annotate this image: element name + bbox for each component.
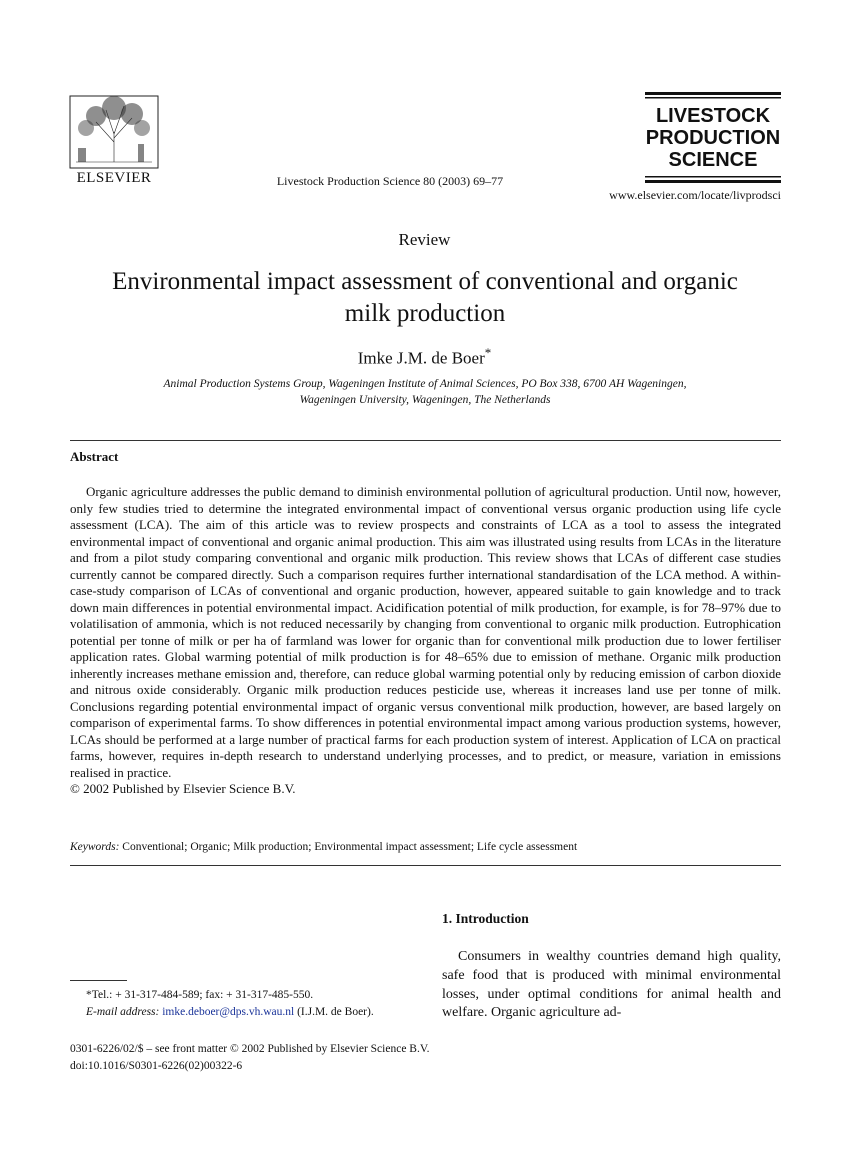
article-type: Review: [398, 230, 451, 249]
journal-logo: [645, 92, 781, 184]
abstract-body: [70, 484, 781, 798]
article-title-line-1: Environmental impact assessment of conventional and organic: [112, 268, 738, 295]
abstract-text: Organic agriculture addresses the public demand to diminish environmental pollution of agricultural production. Until now, however, only few studies tried to determine the integrated environmental impact of conventional versus organic production using life cycle assessment (LCA). The aim of this article was to review prospects and constraints of LCA as a tool to assess the integrated environmental impact of conventional and organic animal production. This aim was illustrated using results from LCAs in the literature and from a pilot study comparing conventional and organic milk production. This review shows that LCAs of different case studies currently cannot be compared directly. Such a comparison requires further international standardisation of the LCA method. A within-case-study comparison of LCAs of conventional and organic production, however, appeared suitable to gain knowledge and to track down main differences in potential environmental impact. Acidification potential of milk production, for example, is for 78–97% due to volatilisation of ammonia, which is not reduced necessarily by changing from conventional to organic milk production. Eutrophication potential per tonne of milk or per ha of farmland was lower for organic than for conventional milk production due to lower fertiliser application rates. Global warming potential of milk production is for 48–65% due to emission of methane. Organic milk production inherently increases methane emission and, therefore, can reduce global warming potential only by reducing emission of carbon dioxide and nitrous oxide considerably. Organic milk production reduces pesticide use, whereas it increases land use per tonne of milk. Conclusions regarding potential environmental impact of organic versus conventional milk production, however, are based largely on comparison of experimental farms. To show differences in potential environmental impact among various production systems, however, LCAs should be performed at a large number of practical farms for each production system of interest. Application of LCA on practical farms, however, requires in-depth research to understand underlying processes, and to predict, or measure, variation in emissions realised in practice.: [70, 484, 781, 780]
affiliation-line-2: Wageningen University, Wageningen, The Netherlands: [299, 394, 551, 406]
email-link[interactable]: imke.deboer@dps.vh.wau.nl: [162, 1006, 295, 1018]
keywords-label: Keywords:: [70, 841, 120, 853]
journal-logo-line-3: SCIENCE: [668, 149, 758, 171]
keywords: [70, 841, 781, 853]
introduction-text: Consumers in wealthy countries demand high quality, safe food that is produced with minimal environmental losses, under optimal conditions for animal health and welfare. Organic agriculture ad-: [442, 949, 781, 1021]
journal-logo-line-2: PRODUCTION: [645, 127, 781, 149]
email-label: E-mail address:: [86, 1006, 160, 1018]
journal-citation: Livestock Production Science 80 (2003) 69–77: [276, 174, 504, 188]
abstract-heading: Abstract: [70, 449, 119, 464]
divider-top: [70, 440, 781, 441]
footnote-divider: [70, 980, 127, 981]
author-line: [0, 345, 849, 369]
keywords-value: Conventional; Organic; Milk production; Environmental impact assessment; Life cycle assessment: [122, 841, 578, 853]
journal-url[interactable]: www.elsevier.com/locate/livprodsci: [609, 188, 781, 202]
journal-logo-line-1: LIVESTOCK: [655, 105, 771, 127]
divider-bottom: [70, 865, 781, 866]
article-title-line-2: milk production: [344, 300, 506, 327]
article-title: [70, 266, 780, 330]
footnote-email: [86, 1006, 374, 1018]
footnote-telephone: *Tel.: + 31-317-484-589; fax: + 31-317-485-550.: [86, 989, 314, 1001]
front-matter: 0301-6226/02/$ – see front matter © 2002 Published by Elsevier Science B.V.: [70, 1043, 430, 1055]
affiliation-line-1: Animal Production Systems Group, Wageningen Institute of Animal Sciences, PO Box 338, 6700 AH Wageningen,: [163, 378, 687, 390]
email-suffix: (I.J.M. de Boer).: [297, 1006, 374, 1018]
introduction-heading: 1. Introduction: [442, 911, 529, 926]
abstract-copyright: © 2002 Published by Elsevier Science B.V.: [70, 781, 296, 796]
publisher-name: ELSEVIER: [76, 170, 152, 186]
author-name: Imke J.M. de Boer: [357, 348, 485, 368]
affiliation: [90, 376, 760, 408]
doi[interactable]: doi:10.1016/S0301-6226(02)00322-6: [70, 1060, 243, 1072]
author-footnote-mark[interactable]: *: [484, 345, 492, 360]
